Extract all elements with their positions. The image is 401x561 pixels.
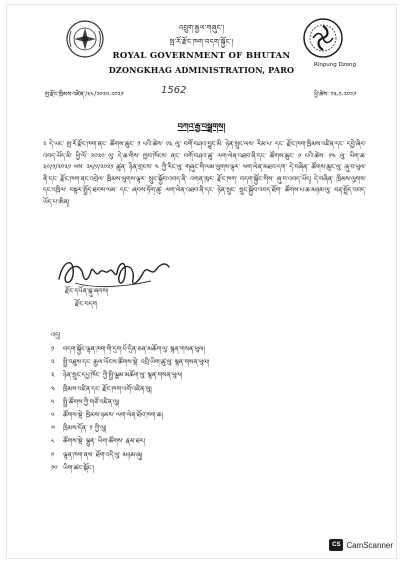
- list-item-text: བདག་སྐྱོང་ལྷན་ཁག་གི་དྲག་པོ་དྲིན་ཅན་མཆོག་ལུ་ སྙན་གསན་ཕུལ།: [63, 345, 205, 353]
- list-item: [51, 409, 209, 422]
- camscanner-label: CamScanner: [346, 540, 393, 550]
- header-tibetan-line2: སྤ་རོ་རྫོང་ཁག་བདག་སྐྱོང་།: [169, 38, 234, 46]
- camscanner-icon: CS: [329, 539, 343, 551]
- list-item: [51, 396, 209, 409]
- list-item-text: ཚོགས་སྡེ་ ལྷུན་ ཡིག་ཚོགས་ རྣམ་ཐར།: [63, 437, 146, 446]
- document-title: བཀའ་རྒྱ་བསྒྲགས།: [177, 121, 226, 131]
- list-item-number: ༧: [51, 424, 56, 433]
- dzong-seal-icon: [302, 17, 344, 59]
- handwritten-dispatch-number: 1562: [161, 85, 187, 96]
- list-item-text: ཉེན་སྲུང་དཔྱ་ཁོང་ ཀྱི་སྤྱི་ལྕམ་མཆོག་ལུ་ སྙན་གསན་ཕུལ།: [63, 371, 183, 380]
- list-item: [51, 435, 209, 448]
- list-item: [51, 449, 209, 462]
- camscanner-watermark: [329, 539, 393, 551]
- list-item: [51, 356, 209, 369]
- letter-page: [6, 4, 397, 559]
- list-item-number: ༤: [51, 384, 56, 393]
- list-item-text: སྤྱི་འཐུས་དང་ རྒྱལ་ཡོངས་ཚོགས་སྡེ་ འབྲི་ཡིག་ཚུ་ལུ་ སྙན་གསན་ཕུལ།: [63, 358, 210, 367]
- list-item-number: ༡: [51, 345, 55, 353]
- list-item: [51, 343, 209, 356]
- list-item-number: ༦: [51, 411, 55, 420]
- list-item-text: ཡིག་ཚང་སྐོང་།: [63, 463, 95, 472]
- organization-name: ROYAL GOVERNMENT OF BHUTAN: [112, 51, 291, 61]
- list-item-text: ལྷན་ཁག་ནས་ ཐོག་འདི་ལུ་ མཉམ་ཞུ།: [63, 450, 143, 459]
- list-item-number: ༣: [51, 371, 55, 380]
- signatory-name: རྫོང་དཔོན་སྐུ་ཞབས།: [65, 287, 109, 295]
- list-item-number: ༥: [51, 397, 54, 406]
- list-item: [51, 369, 209, 382]
- copy-to-list: [51, 343, 209, 475]
- list-item-text: ཁྲིམས་འཛིན་དང་ རྫོང་ཁག་འགོ་འཛིན་ལུ།: [63, 384, 152, 393]
- signatory-title: རྫོང་བདག: [75, 300, 98, 308]
- reference-number: སྤ་རྫོང་ཁྲིམས་འཛིན་/༣༤/༢༠༢༠-༢༠༢༡: [45, 91, 124, 98]
- list-item-number: ༡༠: [51, 463, 58, 472]
- list-item-number: ༩: [51, 450, 55, 459]
- right-emblem-caption: Rinpung Dzong: [313, 62, 356, 68]
- list-item-text: ཚོགས་སྡེ་ ཁྲིམས་ཉམས་ ལག་ལེན་ཐོབ་ཁག་ཆ།: [63, 411, 163, 420]
- list-item: [51, 422, 209, 435]
- header-tibetan-line1: འབྲུག་རྒྱལ་གཞུང་།: [178, 24, 225, 32]
- list-item-number: ༨: [51, 437, 55, 446]
- body-paragraph: ༢ དེ་ཡང་ སྤ་རོ་རྫོང་ཁག་ནང་ ཚོགས་ཆུང་ ༡ པའི་ཚེས་ ༡༣ ལུ་ བགོ་བཤའ་བྱུང་མི་ ཉེན་སྲུང་ལས་ རིམ་པ་ དང་ རྫོང་ཁག་ཁྲིམས་འཛིན་དང་ དབྱེ་ཞིབ་འབད་ཡོད་མི་ ཕྱི་ལོ་ ༢༠༢༠ ལུ་ དེ་ཆ་གིས་ ཁྱབ་ཁོངས་ ནང་ བགོ་བཤའ་ཚུ་ ལག་ལེན་འཐབ་ནི་དང་ ཚོགས་ཆུང་ ༡ པའི་ཚེས་ ༡༤ ལུ་ ཡིག་ཆ་ ༣༠/༡/༢༠༢༡ ལས་ ༢༥/༡/༢༠༢༡ ཚུན་ ཉིན་གྲངས་ ༤ ཀྱི་རིང་ལུ་ གཞུང་གི་ལམ་ལུགས་ལྟར་ ལག་ལེན་མཐའ་དག་ དེ་བཞིན་ ཚོགས་ཆུང་ལུ་ ཞུ་བ་ཕུལ་ནི་དང་ རྫོང་ཁག་ནང་འབྲེལ་ ཁྲིམས་ལུགས་ལྟར་ སྲུང་སྐྱོབ་འབད་ནི་ འགན་ཁུར་ རྫོང་ཁག་ བདག་སྐྱོང་གིས་ ཞུ་བ་འབད་ཡོད། དེ་བཞིན་ ཁྲིམས་ལུགས་དང་འཁྲིལ་ བསྟར་སྤྱོད་ཐབས་ལམ་ དང་ ཞབས་ཏོག་ཚུ་ ལག་ལེན་འཐབ་ནི་དང་ ཉེན་སྲུང་ སྲུང་སྐྱོབ་འབད་ཐོག་ ཚོགས་པ་ཆ་མཉམ་ལུ་ བརྡ་སྤྲོད་འབད་ཡོད་པ་ཨིན།: [43, 140, 366, 206]
- list-item-number: ༢: [51, 358, 55, 367]
- list-item: [51, 383, 209, 396]
- office-name: DZONGKHAG ADMINISTRATION, PARO: [108, 65, 295, 75]
- list-item-text: ཁྲིམས་དོན་ ༡ ཀྱི་ལུ།: [63, 424, 107, 433]
- copy-to-label: འདྲ།: [51, 331, 61, 339]
- list-item-text: སྤྱི་ཚོགས་ཀྱི་གཙོ་འཛིན་ལུ།: [63, 397, 120, 406]
- list-item: [51, 462, 209, 475]
- letter-date: ཕྱི་ཚེས་ ༡༣-༡-༢༠༢༡: [314, 91, 356, 98]
